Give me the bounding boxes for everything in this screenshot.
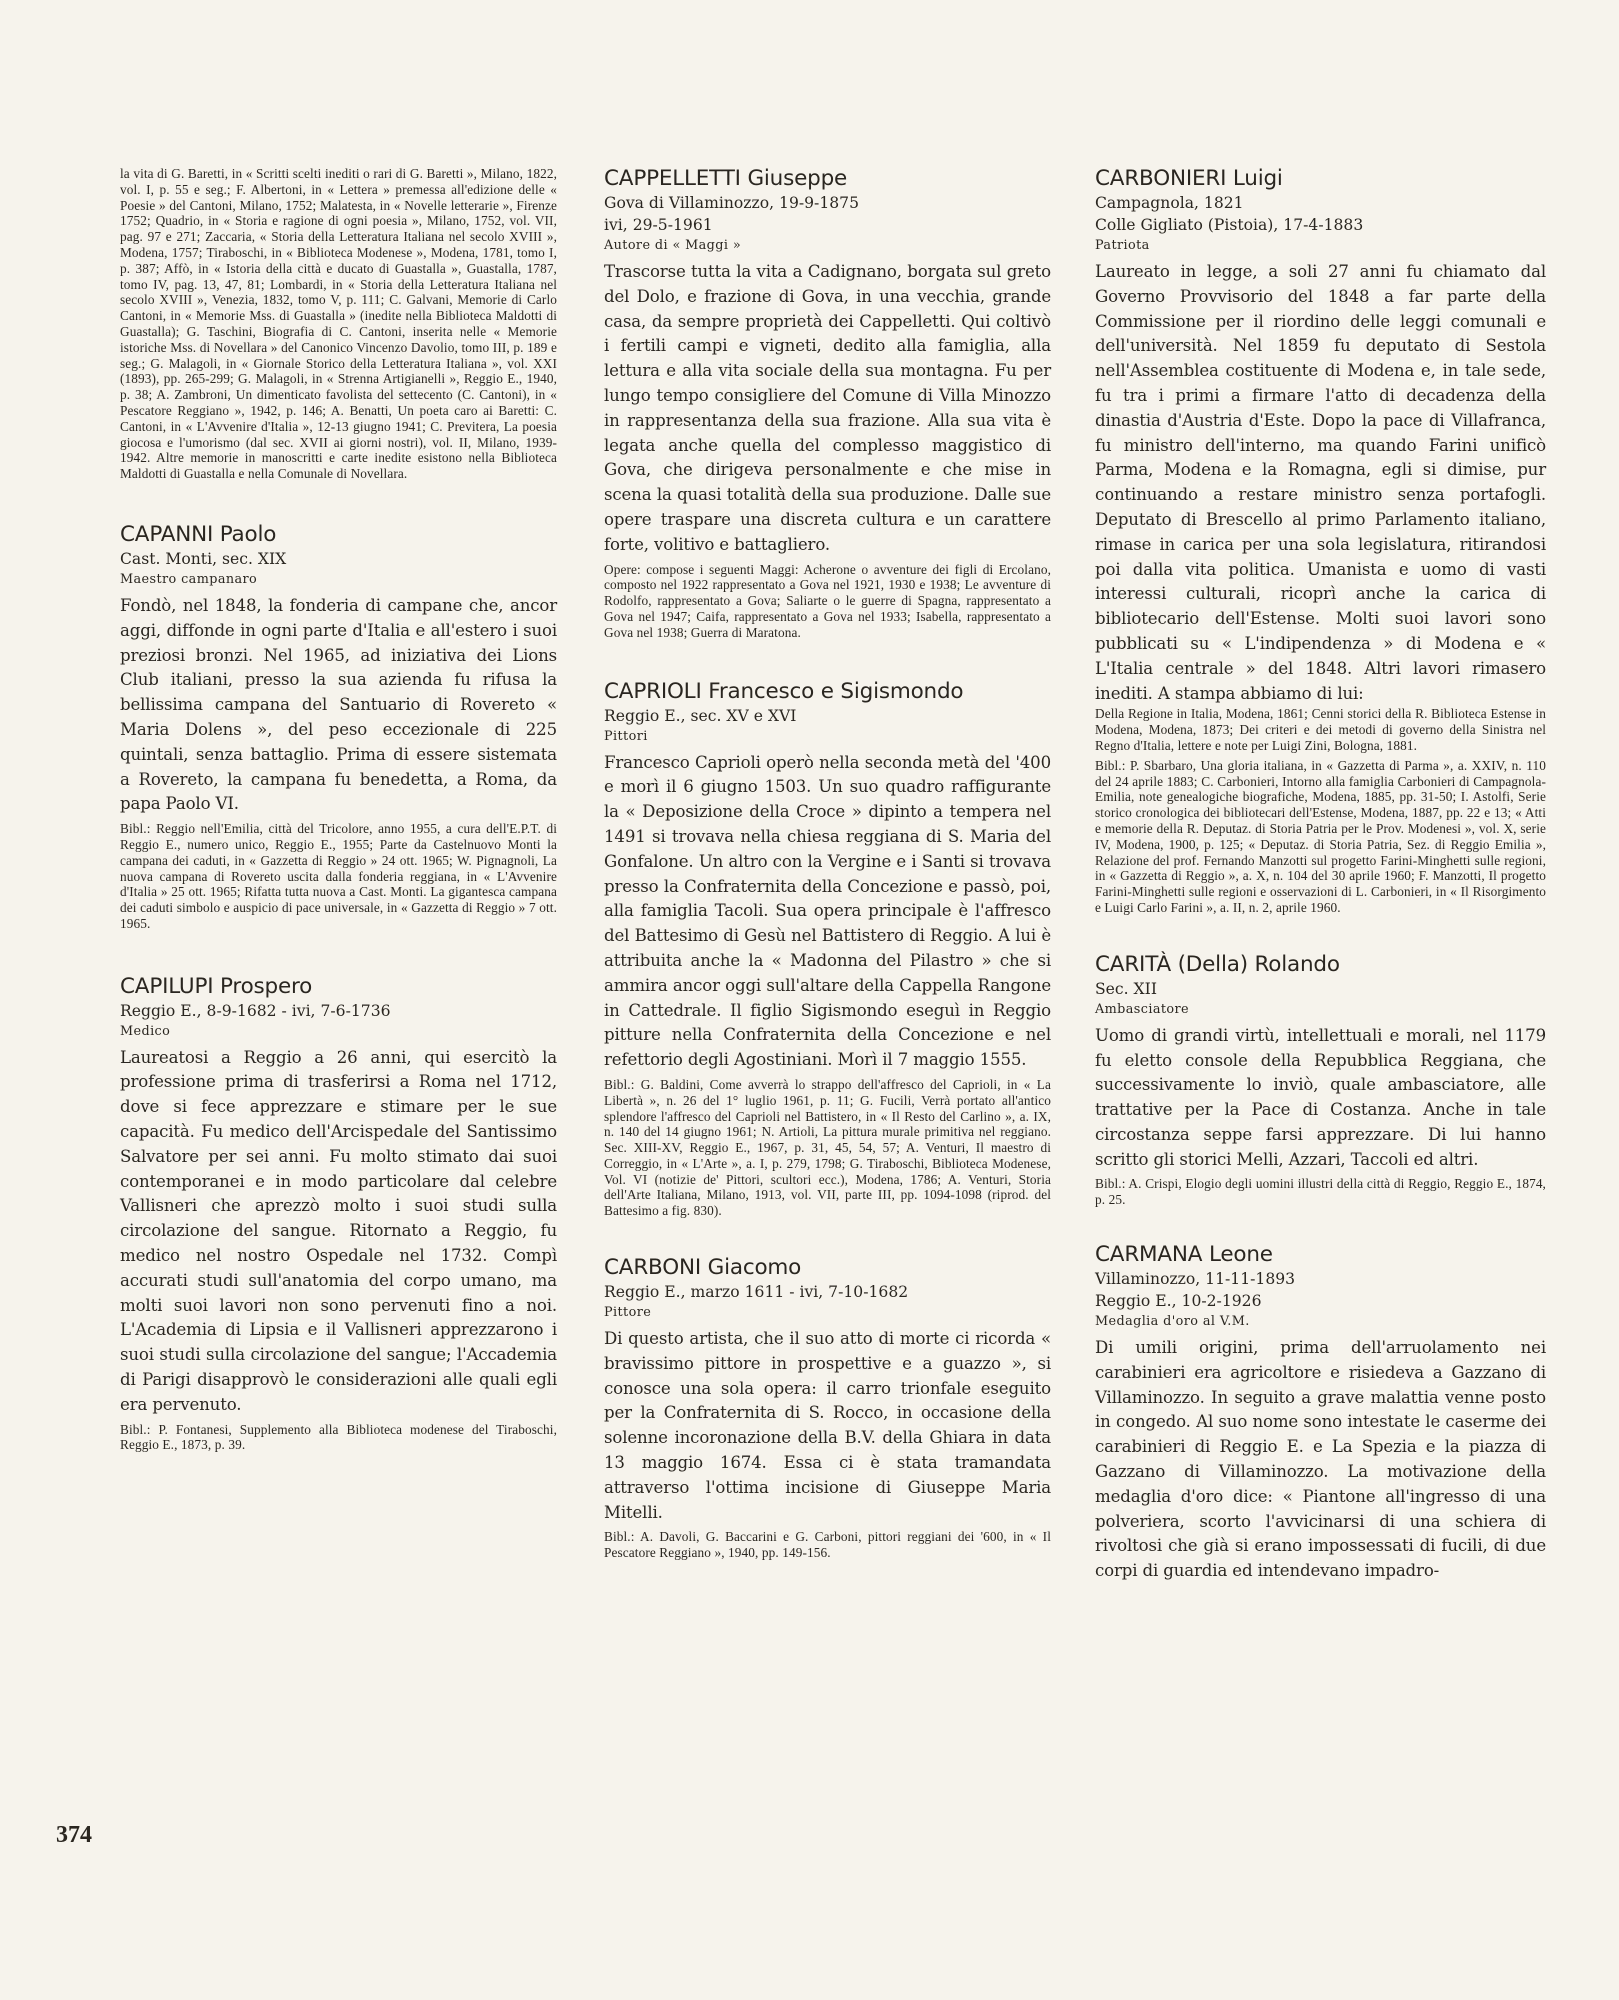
continuation-bibliography: la vita di G. Baretti, in « Scritti scelti inediti o rari di G. Baretti », Milano, 1822, vol. I, p. 55 e seg.; F. Albertoni, in « Lettera » premessa all'edizione delle « Poesie » del Cantoni, Milano, 1752; Malatesta, in « Novelle letterarie », Firenze 1752; Quadrio, in « Storia e ragione di ogni poesia », Milano, 1752, vol. VII, pag. 97 e 271; Zaccaria, « Storia della Letteratura Italiana nel secolo XVIII », Modena, 1757; Tiraboschi, in « Biblioteca Modenese », Modena, 1781, tomo I, p. 387; Affò, in « Istoria della città e ducato di Guastalla », Guastalla, 1787, tomo IV, pag. 13, 47, 81; Lombardi, in « Storia della Letteratura Italiana nel secolo XVIII », Venezia, 1832, tomo V, p. 111; C. Galvani, Memorie di Carlo Cantoni, in « Memorie Mss. di Guastalla » (inedite nella Biblioteca Maldotti di Guastalla); G. Taschini, Biografia di C. Cantoni, inserita nelle « Memorie istoriche Mss. di Novellara » del Canonico Vincenzo Davolio, tomo III, p. 189 e seg.; G. Malagoli, in « Giornale Storico della Letteratura Italiana », vol. XXI (1893), pp. 265-299; G. Malagoli, in « Strenna Artigianelli », Reggio E., 1940, p. 38; A. Zambroni, Un dimenticato favolista del settecento (C. Cantoni), in « Pescatore Reggiano », 1942, p. 146; A. Benatti, Un poeta caro ai Baretti: C. Cantoni, in « L'Avvenire d'Italia », 12-13 giugno 1941; C. Previtera, La poesia giocosa e l'umorismo (dal sec. XVII ai giorni nostri), vol. II, Milano, 1939-1942. Altre memorie in manoscritti e carte inedite esistono nella Biblioteca Maldotti di Guastalla e nella Comunale di Novellara.: [120, 166, 557, 482]
entry-role: Pittore: [604, 1305, 652, 1321]
entry-name: CAPANNI Paolo: [120, 521, 277, 547]
entry-bibliography: Bibl.: A. Crispi, Elogio degli uomini illustri della città di Reggio, Reggio E., 1874, p. 25.: [1095, 1176, 1546, 1208]
entry-caprioli: [604, 679, 1051, 1220]
entry-text: Di umili origini, prima dell'arruolamento nei carabinieri era agricoltore e risiedeva a Gazzano di Villaminozzo. In seguito a grave malattia venne posto in congedo. Al suo nome sono intestate le caserme dei carabinieri di Reggio E. e La Spezia e la piazza di Gazzano di Villaminozzo. La motivazione della medaglia d'oro dice: « Piantone all'ingresso di una polveriera, scorto l'avvicinarsi di una schiera di rivoltosi che già si erano impossessati di fucili, di due corpi di guardia ed intendevano impadro-: [1095, 1338, 1546, 1581]
column-1: [120, 166, 557, 1453]
entry-carita: [1095, 952, 1546, 1208]
entry-carbonieri: [1095, 166, 1546, 916]
entry-text: Laureatosi a Reggio a 26 anni, qui esercitò la professione prima di trasferirsi a Roma nel 1712, dove si fece apprezzare e stimare per le sue capacità. Fu medico dell'Arcispedale del Santissimo Salvatore per sei anni. Fu molto stimato dai suoi contemporanei e in modo particolare dal celebre Vallisneri che aprezzò molto i suoi studi sulla circolazione del sangue. Ritornato a Reggio, fu medico nel nostro Ospedale nel 1732. Compì accurati studi sull'anatomia del corpo umano, ma molti suoi lavori non sono pervenuti fino a noi. L'Academia di Lipsia e il Vallisneri apprezzarono i suoi studi sulla circolazione del sangue; l'Accademia di Parigi disapprovò le considerazioni alle quali egli era pervenuto.: [120, 1047, 557, 1414]
entry-name: CARITÀ (Della) Rolando: [1095, 951, 1340, 977]
entry-role: Patriota: [1095, 238, 1150, 253]
entry-text: Di questo artista, che il suo atto di morte ci ricorda « bravissimo pittore in prospettive e a guazzo », si conosce una sola opera: il carro trionfale eseguito per la Confraternita di S. Rocco, in occasione della solenne incoronazione della B.V. della Ghiara in data 13 maggio 1674. Essa ci è stata tramandata attraverso l'ottima incisione di Giuseppe Maria Mitelli.: [604, 1329, 1051, 1522]
page-number: 374: [56, 1822, 92, 1848]
entry-role: Medaglia d'oro al V.M.: [1095, 1314, 1250, 1330]
entry-role: Maestro campanaro: [120, 571, 258, 587]
entry-text: Laureato in legge, a soli 27 anni fu chiamato dal Governo Provvisorio del 1848 a far parte della Commissione per il riordino delle leggi comunali e dell'università. Nel 1859 fu deputato di Sestola nell'Assemblea costituente di Modena e, in tale sede, fu tra i primi a firmare l'atto di decadenza della dinastia d'Austria d'Este. Dopo la pace di Villafranca, fu ministro dell'interno, ma quando Farini unificò Parma, Modena e la Romagna, egli si dimise, pur continuando a restare ministro senza portafogli. Deputato di Brescello al primo Parlamento italiano, rimase in carica per una sola legislatura, ritirandosi poi dalla vita politica. Umanista e uomo di vasti interessi culturali, ricoprì anche la carica di bibliotecario dell'Estense. Molti suoi lavori sono pubblicati su « L'indipendenza » di Modena e « L'Italia centrale » del 1848. Altri lavori rimasero inediti. A stampa abbiamo di lui:: [1095, 262, 1546, 703]
entry-info: Campagnola, 1821: [1095, 194, 1244, 212]
entry-name: CAPPELLETTI Giuseppe: [604, 166, 848, 191]
entry-role: Ambasciatore: [1095, 1001, 1189, 1017]
entry-info: Sec. XII: [1095, 979, 1157, 998]
entry-role: Medico: [120, 1023, 171, 1039]
entry-info: Cast. Monti, sec. XIX: [120, 549, 287, 568]
entry-carmana: [1095, 1242, 1546, 1584]
entry-bibliography: Bibl.: P. Sbarbaro, Una gloria italiana, in « Gazzetta di Parma », a. XXIV, n. 110 del 24 aprile 1883; C. Carbonieri, Intorno alla famiglia Carbonieri di Campagnola-Emilia, note genealogiche biografiche, Modena, 1885, pp. 31-50; I. Astolfi, Serie storico cronologica dei bibliotecari dell'Estense, Modena, 1887, pp. 22 e 13; « Atti e memorie della R. Deputaz. di Storia Patria per le Prov. Modenesi », vol. X, serie IV, Modena, 1900, p. 125; « Deputaz. di Storia Patria, Sez. di Reggio Emilia », Relazione del prof. Fernando Manzotti sul progetto Farini-Minghetti sulle regioni, in « Gazzetta di Reggio », a. X, n. 104 del 30 aprile 1960; F. Manzotti, Il progetto Farini-Minghetti sulle regioni e osservazioni di L. Carbonieri, in « Il Risorgimento e Luigi Carlo Farini », a. II, n. 2, aprile 1960.: [1095, 757, 1546, 915]
column-2: [604, 166, 1051, 1561]
entry-bibliography: Bibl.: P. Fontanesi, Supplemento alla Biblioteca modenese del Tiraboschi, Reggio E., 1873, p. 39.: [120, 1421, 557, 1453]
entry-text: Francesco Caprioli operò nella seconda metà del '400 e morì il 6 giugno 1503. Un suo quadro raffigurante la « Deposizione della Croce » dipinto a tempera nel 1491 si trovava nella chiesa reggiana di S. Maria del Gonfalone. Un altro con la Vergine e i Santi si trovava presso la Confraternita della Concezione e passò, poi, alla famiglia Tacoli. Sua opera principale è l'affresco del Battesimo di Gesù nel Battistero di Reggio. A lui è attribuita anche la « Madonna del Pilastro » che si ammira ancor oggi sull'altare della Cappella Rangone in Cattedrale. Il figlio Sigismondo eseguì in Reggio pitture nella Confraternita della Concezione e nel refettorio degli Agostiniani. Morì il 7 maggio 1555.: [604, 752, 1051, 1070]
entry-name: CAPILUPI Prospero: [120, 973, 313, 999]
entry-info: Reggio E., 10-2-1926: [1095, 1292, 1262, 1311]
entry-name: CARBONIERI Luigi: [1095, 166, 1283, 191]
entry-name: CARBONI Giacomo: [604, 1255, 802, 1281]
entry-carboni: [604, 1255, 1051, 1561]
column-3: [1095, 166, 1546, 1584]
entry-role: Pittori: [604, 728, 648, 744]
entry-info: Reggio E., sec. XV e XVI: [604, 706, 797, 725]
entry-text: Fondò, nel 1848, la fonderia di campane che, ancor aggi, diffonde in ogni parte d'Italia e all'estero i suoi preziosi bronzi. Nel 1965, ad iniziativa dei Lions Club italiani, presso la sua azienda fu rifusa la bellissima campana del Santuario di Rovereto « Maria Dolens », del peso eccezionale di 225 quintali, senza battaglio. Prima di essere sistemata a Rovereto, la campana fu benedetta, a Roma, da papa Paolo VI.: [120, 595, 557, 814]
entry-bibliography: Bibl.: G. Baldini, Come avverrà lo strappo dell'affresco del Caprioli, in « La Libertà », n. 26 del 1° luglio 1961, p. 11; G. Fucili, Verrà portato all'antico splendore l'affresco del Caprioli nel Battistero, in « Il Resto del Carlino », a. IX, n. 140 del 14 giugno 1961; N. Artioli, La pittura murale primitiva nel reggiano. Sec. XIII-XV, Reggio E., 1967, p. 31, 45, 54, 57; A. Venturi, Il maestro di Correggio, in « L'Arte », a. I, p. 279, 1798; G. Tiraboschi, Biblioteca Modenese, Vol. VI (notizie de' Pittori, scultori ecc.), Modena, 1786; A. Venturi, Storia dell'Arte Italiana, Milano, 1913, vol. VII, parte III, pp. 1094-1098 (riprod. del Battesimo a fig. 830).: [604, 1076, 1051, 1219]
entry-works: Opere: compose i seguenti Maggi: Acherone o avventure dei figli di Ercolano, composto nel 1922 rappresentato a Gova nel 1921, 1930 e 1938; Le avventure di Rodolfo, rappresentato a Gova; Saliarte o le guerre di Spagna, rappresentato a Gova nel 1947; Caifa, rappresentato a Gova nel 1933; Isabella, rappresentato a Gova nel 1938; Guerra di Maratona.: [604, 561, 1051, 640]
entry-text: Trascorse tutta la vita a Cadignano, borgata sul greto del Dolo, e frazione di Gova, in una vecchia, grande casa, da sempre proprietà dei Cappelletti. Qui coltivò i fertili campi e vigneti, dedito alla famiglia, alla lettura e alla vita sociale della sua montagna. Fu per lungo tempo consigliere del Comune di Villa Minozzo in rappresentanza della sua frazione. Alla sua vita è legata anche quella del complesso maggistico di Gova, che dirigeva personalmente e che mise in scena la quasi totalità della sua produzione. Dalle sue opere traspare una discreta cultura e un carattere forte, volitivo e battagliero.: [604, 262, 1051, 554]
entry-info: Reggio E., 8-9-1682 - ivi, 7-6-1736: [120, 1001, 391, 1020]
entry-works: Della Regione in Italia, Modena, 1861; Cenni storici della R. Biblioteca Estense in Modena, Modena, 1873; Dei criteri e dei metodi di governo della Sinistra nel Regno d'Italia, lettere e note per Luigi Zini, Bologna, 1881.: [1095, 706, 1546, 753]
entry-name: CAPRIOLI Francesco e Sigismondo: [604, 678, 964, 704]
entry-cappelletti: [604, 166, 1051, 641]
entry-bibliography: Bibl.: A. Davoli, G. Baccarini e G. Carboni, pittori reggiani dei '600, in « Il Pescatore Reggiano », 1940, pp. 149-156.: [604, 1529, 1051, 1561]
entry-info: Villaminozzo, 11-11-1893: [1095, 1270, 1296, 1289]
entry-info: ivi, 29-5-1961: [604, 216, 713, 234]
entry-bibliography: Bibl.: Reggio nell'Emilia, città del Tricolore, anno 1955, a cura dell'E.P.T. di Reggio E., numero unico, Reggio E., 1955; Parte da Castelnuovo Monti la campana dei caduti, in « Gazzetta di Reggio » 24 ott. 1965; W. Pignagnoli, La nuova campana di Rovereto uscita dalla fonderia reggiana, in « L'Avvenire d'Italia » 25 ott. 1965; Rifatta tutta nuova a Cast. Monti. La gigantesca campana dei caduti simbolo e auspicio di pace universale, in « Gazzetta di Reggio » 7 ott. 1965.: [120, 821, 557, 931]
entry-capilupi: [120, 974, 557, 1454]
entry-text: Uomo di grandi virtù, intellettuali e morali, nel 1179 fu eletto console della Repubblica Reggiana, che successivamente lo inviò, quale ambasciatore, alle trattative per la Pace di Costanza. Anche in tale circostanza seppe farsi apprezzare. Di lui hanno scritto gli storici Melli, Azzari, Taccoli ed altri.: [1095, 1025, 1546, 1169]
entry-info: Reggio E., marzo 1611 - ivi, 7-10-1682: [604, 1283, 909, 1302]
entry-info: Gova di Villaminozzo, 19-9-1875: [604, 194, 860, 212]
entry-capanni: [120, 522, 557, 932]
entry-name: CARMANA Leone: [1095, 1242, 1273, 1268]
entry-info: Colle Gigliato (Pistoia), 17-4-1883: [1095, 216, 1364, 234]
entry-role: Autore di « Maggi »: [604, 238, 742, 253]
